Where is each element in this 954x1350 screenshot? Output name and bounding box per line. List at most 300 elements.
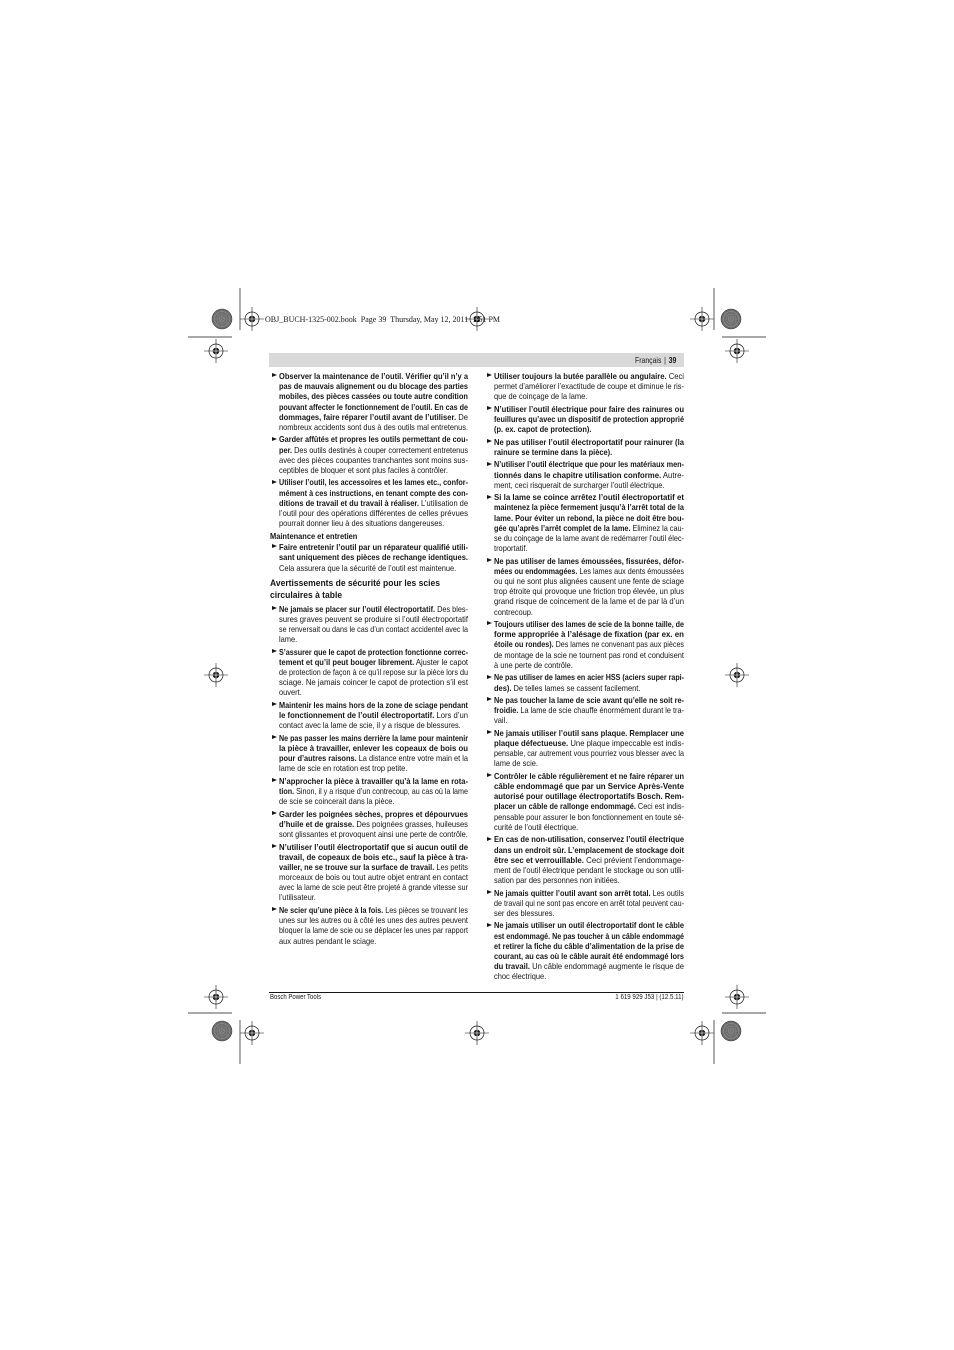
bold-text: Ne pas utiliser l’outil électroportatif pour rainurer (la (494, 436, 685, 447)
body-text: Lors d’un (434, 710, 468, 721)
bullet-triangle-icon (487, 621, 492, 625)
safety-warning-item (485, 619, 684, 670)
line-content (494, 865, 684, 875)
line-content (494, 771, 684, 781)
body-text: Des poignées grasses, huileuses (354, 818, 468, 829)
line-content (494, 566, 684, 576)
line-content (494, 845, 684, 855)
safety-warning-item (270, 434, 468, 475)
line-content (279, 552, 468, 562)
line-content (279, 710, 468, 720)
text-line (494, 576, 684, 586)
bold-text: froidie. (494, 705, 519, 716)
item-text (494, 888, 684, 919)
line-content (279, 809, 468, 819)
line-content (494, 834, 684, 844)
line-content (494, 898, 684, 908)
text-line (279, 882, 468, 892)
text-line (279, 434, 468, 444)
safety-warning-item (485, 695, 684, 726)
text-line (494, 728, 684, 738)
line-content (494, 371, 684, 381)
safety-warning-item (485, 459, 684, 490)
line-content (494, 941, 684, 951)
text-line (494, 470, 684, 480)
text-line (494, 791, 684, 801)
line-content (494, 951, 684, 961)
line-content (494, 404, 684, 414)
bold-text: travail, de copeaux de bois etc., sauf la pièce à tra- (279, 851, 468, 862)
body-text: Autre- (661, 469, 685, 480)
text-line (279, 687, 468, 697)
bullet-triangle-icon (272, 544, 277, 548)
line-content (279, 915, 468, 925)
line-content (494, 650, 684, 660)
registration-target-icon (465, 1021, 489, 1045)
text-line (279, 819, 468, 829)
item-text (279, 700, 468, 731)
text-line (494, 556, 684, 566)
bold-text: N’utiliser l’outil électroportatif que si aucun outil de (279, 841, 469, 852)
text-line (494, 523, 684, 533)
body-text: contact avec la lame de scie, il y a risque de blessures. (279, 720, 461, 731)
body-text: Sinon, il y a risque d’un contrecoup, au cas où la lame (294, 786, 469, 797)
text-line (494, 414, 684, 424)
text-line (494, 695, 684, 705)
bold-text: Ne pas toucher la lame de scie avant qu’elle ne soit re- (494, 695, 685, 705)
text-line (494, 855, 684, 865)
text-line (279, 720, 468, 730)
bold-text: ditions de travail et du travail à réaliser. (279, 497, 419, 508)
text-line (279, 872, 468, 882)
bold-text: pas de mauvais alignement ou du blocage des parties (279, 381, 469, 392)
text-line (279, 829, 468, 839)
body-text: de scie se coincerait dans la pièce. (279, 796, 395, 807)
line-content (279, 371, 468, 381)
text-line (494, 480, 684, 490)
line-content (494, 414, 684, 424)
item-text (279, 371, 468, 432)
text-line (279, 852, 468, 862)
line-content (494, 888, 684, 898)
bold-text: Ne scier qu’une pièce à la fois. (279, 904, 384, 915)
text-line (279, 498, 468, 508)
text-line (279, 422, 468, 432)
line-content (494, 683, 640, 693)
text-line (494, 660, 684, 670)
item-text (494, 672, 684, 692)
text-line (279, 667, 468, 677)
line-content (494, 470, 684, 480)
body-text: ceptibles de bloquer et sont plus faciles à contrôler. (279, 464, 448, 475)
body-text: sures graves peuvent se produire si l’outil électroportatif (279, 613, 469, 624)
text-line (279, 657, 468, 667)
text-line (279, 542, 468, 552)
text-line (279, 925, 468, 935)
line-content (279, 733, 468, 743)
line-content (494, 381, 684, 391)
bold-text: Ne jamais quitter l’outil avant son arrêt total. (494, 887, 651, 898)
line-content (279, 819, 468, 829)
running-head-bar (269, 353, 684, 367)
line-content (494, 728, 684, 738)
text-line (279, 371, 468, 381)
bold-text: Ne pas utiliser de lames en acier HSS (aciers super rapi- (494, 672, 685, 683)
safety-warning-item (270, 604, 468, 645)
text-line (494, 834, 684, 844)
line-content (494, 931, 684, 941)
line-content (279, 667, 468, 677)
footer-brand: Bosch Power Tools (270, 994, 322, 1001)
text-line (279, 614, 468, 624)
bold-text: gée qu’après l’arrêt complet de la lame. (494, 522, 631, 533)
body-text: Les outils (650, 887, 685, 898)
running-head-language: Français (634, 355, 662, 365)
line-content (279, 763, 407, 773)
line-content (279, 842, 468, 852)
bold-text: et retirer la fiche du câble d’alimentation de la prise de (494, 940, 684, 951)
line-content (494, 502, 684, 512)
text-line (279, 743, 468, 753)
line-content (279, 604, 468, 614)
body-text: Eliminez la cau- (630, 522, 684, 533)
bold-text: câble endommagé que par un Service Après-Vente (494, 781, 685, 792)
line-content (494, 424, 591, 434)
text-line (279, 477, 468, 487)
bold-text: Garder affûtés et propres les outils permettant de cou- (279, 434, 469, 445)
line-content (279, 508, 468, 518)
footer-doc-number: 1 619 929 J53 | (12.5.11) (615, 994, 684, 1001)
body-text: grand risque de coincement de la lame et de par là d’un (494, 596, 684, 607)
bold-text: Utiliser l’outil, les accessoires et les lames etc., confor- (279, 477, 469, 488)
line-content (494, 738, 684, 748)
line-content (494, 533, 684, 543)
bold-text: Ne jamais se placer sur l’outil électroportatif. (279, 603, 436, 614)
line-content (279, 700, 468, 710)
item-text (494, 695, 684, 726)
bold-text: des). (494, 682, 512, 693)
text-line (494, 715, 684, 725)
body-text: se du coinçage de la lame avant de redémarrer l’outil élec- (494, 533, 684, 543)
line-content (494, 459, 684, 469)
body-text: morceaux de bois ou tout autre objet entrant en contact (279, 872, 469, 883)
bold-text: (p. ex. capot de protection). (494, 424, 592, 435)
page-number: 39 (668, 355, 676, 365)
body-text: sation par des personnes non initiées. (494, 875, 620, 886)
text-line (494, 888, 684, 898)
text-line (494, 586, 684, 596)
registration-target-icon (204, 663, 228, 687)
body-text: ser des blessures. (494, 907, 555, 918)
bullet-triangle-icon (487, 406, 492, 410)
body-text: pensable, car autrement vous pourriez vous blesser avec la (494, 748, 684, 759)
text-line (279, 647, 468, 657)
line-content (494, 437, 684, 447)
body-text: pourrait donner lieu à des situations dangereuses. (279, 518, 445, 529)
text-line (494, 865, 684, 875)
item-text (279, 604, 468, 645)
text-line (279, 624, 468, 634)
text-line (279, 763, 468, 773)
body-text: sciage. Ne jamais coincer le capot de protection s’il est (279, 677, 468, 688)
bold-text: Si la lame se coince arrêtez l’outil électroportatif et (494, 492, 685, 503)
bold-text: N’approcher la pièce à travailler qu’à la lame en rota- (279, 775, 469, 786)
item-text (494, 834, 684, 885)
line-content (494, 855, 684, 865)
bold-text: N’utiliser l’outil électrique que pour les matériaux men- (494, 459, 684, 470)
text-line (494, 875, 684, 885)
body-text: De (456, 411, 468, 422)
body-text: aux autres pendant le sciage. (279, 935, 377, 946)
bold-text: feuillures qu’avec un dispositif de protection approprié (494, 414, 684, 425)
safety-warning-item (270, 542, 468, 573)
line-content (494, 586, 684, 596)
body-text: trop étroite qui provoque une friction trop élevée, un plus (494, 586, 685, 597)
item-text (494, 371, 684, 402)
line-content (279, 786, 468, 796)
safety-warning-item (485, 920, 684, 981)
line-content (279, 829, 468, 839)
bold-text: pouvant affecter le fonctionnement de l’outil. En cas de (279, 401, 468, 412)
body-text: pensable pour assurer le bon fonctionnement en toute sé- (494, 811, 684, 822)
bullet-triangle-icon (272, 702, 277, 706)
registration-target-icon (690, 1021, 714, 1045)
line-content (494, 781, 684, 791)
line-content (494, 543, 528, 553)
text-line (279, 488, 468, 498)
line-content (279, 647, 468, 657)
registration-disc-icon (212, 309, 232, 329)
item-text (279, 542, 468, 573)
text-line (494, 492, 684, 502)
text-line (279, 508, 468, 518)
safety-warning-item (270, 371, 468, 432)
bold-text: d’huile et de graisse. (279, 818, 355, 829)
line-content (494, 619, 684, 629)
bullet-triangle-icon (487, 462, 492, 466)
text-line (279, 796, 468, 806)
body-text: Des bles- (435, 603, 468, 614)
bold-text: lame. Pour éviter un rebond, la pièce ne doit être bou- (494, 512, 684, 523)
bullet-triangle-icon (487, 439, 492, 443)
line-content (494, 391, 587, 401)
line-content (494, 480, 664, 490)
text-line (279, 677, 468, 687)
bold-text: mément à ces instructions, en tenant compte des con- (279, 487, 469, 498)
line-content (279, 892, 316, 902)
text-line (494, 801, 684, 811)
item-text (279, 477, 468, 528)
text-line (494, 845, 684, 855)
text-line (279, 753, 468, 763)
item-text (494, 556, 684, 617)
bold-text: dans un endroit sûr. L’emplacement de stockage doit (494, 844, 684, 855)
running-head (635, 353, 676, 367)
line-content (494, 748, 684, 758)
right-column (485, 371, 684, 984)
text-line (494, 371, 684, 381)
running-head-separator: | (663, 355, 666, 365)
item-text (279, 733, 468, 774)
text-line (494, 898, 684, 908)
bullet-triangle-icon (272, 735, 277, 739)
text-line (279, 465, 468, 475)
line-content (279, 518, 444, 528)
section-heading-line (270, 590, 468, 602)
line-content (494, 920, 684, 930)
bullet-triangle-icon (272, 811, 277, 815)
body-text: nombreux accidents sont dus à des outils mal entretenus. (279, 421, 469, 432)
bullet-triangle-icon (272, 778, 277, 782)
text-line (494, 447, 684, 457)
body-text: que de coinçage de la lame. (494, 391, 588, 402)
line-content (494, 660, 573, 670)
item-text (279, 647, 468, 698)
text-line (279, 391, 468, 401)
body-text: ouvert. (279, 687, 302, 698)
body-text: Ceci prévient l’endommage- (583, 854, 685, 865)
bold-text: Ne jamais utiliser l’outil sans plaque. Remplacer une (494, 727, 685, 738)
text-line (494, 619, 684, 629)
line-content (279, 614, 468, 624)
bold-text: per. (279, 444, 293, 455)
bold-text: placer un câble de rallonge endommagé. (494, 801, 636, 812)
line-content (494, 715, 507, 725)
text-line (494, 941, 684, 951)
bullet-triangle-icon (487, 890, 492, 894)
line-content (279, 677, 468, 687)
line-content (279, 563, 456, 573)
line-content (494, 875, 620, 885)
text-line (279, 936, 468, 946)
bullet-triangle-icon (272, 373, 277, 377)
text-line (494, 672, 684, 682)
text-line (279, 915, 468, 925)
text-line (279, 412, 468, 422)
line-content (494, 492, 684, 502)
body-text: à une perte de contrôle. (494, 659, 573, 670)
text-line (494, 629, 684, 639)
line-content (279, 434, 468, 444)
registration-target-icon (240, 1021, 264, 1045)
bold-text: Contrôler le câble régulièrement et ne faire réparer un (494, 770, 685, 781)
text-line (494, 404, 684, 414)
text-line (494, 748, 684, 758)
line-content (279, 925, 468, 935)
bold-text: Ne jamais utiliser un outil électroportatif dont le câble (494, 920, 685, 931)
bold-text: tion. (279, 786, 295, 797)
text-line (494, 566, 684, 576)
body-text: De telles lames se cassent facilement. (511, 682, 641, 693)
body-text: ou qui ne sont plus alignées causent une fente de sciage (494, 576, 684, 587)
bold-text: est endommagé. Ne pas toucher à un câble endommagé (494, 930, 685, 941)
item-text (279, 776, 468, 807)
registration-disc-icon (721, 1021, 741, 1041)
safety-warning-item (485, 437, 684, 457)
body-text: unes sur les autres ou à côté les unes des autres peuvent (279, 915, 468, 926)
body-text: Ceci (666, 371, 685, 381)
body-text: ment, ceci risquerait de surcharger l’outil électrique. (494, 479, 665, 490)
line-content (279, 862, 468, 872)
bullet-triangle-icon (272, 844, 277, 848)
line-content (494, 447, 612, 457)
bold-text: tement et qu’il peut bouger librement. (279, 656, 415, 667)
bullet-triangle-icon (487, 923, 492, 927)
section-heading-text: circulaires à table (270, 589, 343, 601)
text-line (494, 424, 684, 434)
body-text: La distance entre votre main et la (356, 753, 469, 764)
item-text (494, 920, 684, 981)
left-column (270, 371, 468, 948)
bullet-triangle-icon (487, 675, 492, 679)
subheading-text: Maintenance et entretien (270, 531, 358, 542)
bold-text: vailler, ne se trouve sur la surface de travail. (279, 861, 435, 872)
text-line (279, 455, 468, 465)
body-text: permet d’améliorer l’exactitude de coupe et diminue le ris- (494, 381, 684, 392)
bold-text: En cas de non-utilisation, conservez l’outil électrique (494, 834, 685, 845)
safety-warning-item (270, 776, 468, 807)
body-text: Un câble endommagé augmente le risque de (529, 961, 685, 972)
section-heading-text: Avertissements de sécurité pour les scies (270, 577, 440, 589)
body-text: contrecoup. (494, 606, 533, 617)
safety-warning-item (485, 556, 684, 617)
line-content (279, 455, 468, 465)
text-line (494, 502, 684, 512)
line-content (279, 634, 297, 644)
text-line (494, 607, 684, 617)
text-line (279, 809, 468, 819)
line-content (494, 908, 555, 918)
line-content (279, 796, 395, 806)
body-text: Ceci est indis- (635, 801, 684, 812)
line-content (494, 513, 684, 523)
line-content (279, 498, 468, 508)
body-text: l’outil pour des opérations différentes de celles prévues (279, 508, 468, 519)
line-content (494, 961, 684, 971)
text-line (279, 862, 468, 872)
bold-text: Utiliser toujours la butée parallèle ou angulaire. (494, 371, 667, 381)
bullet-triangle-icon (272, 437, 277, 441)
bold-text: mées ou endommagées. (494, 565, 578, 576)
line-content (279, 872, 468, 882)
text-line (494, 951, 684, 961)
bold-text: courant, au cas où le câble aurait été endommagé lors (494, 950, 685, 961)
bold-text: S’assurer que le capot de protection fonctionne correc- (279, 646, 469, 657)
line-content (494, 822, 578, 832)
text-line (494, 920, 684, 930)
text-line (494, 391, 684, 401)
line-content (279, 402, 468, 412)
body-text: lame de scie en rotation est trop petite. (279, 763, 408, 774)
text-line (494, 971, 684, 981)
body-text: Une plaque impeccable est indis- (568, 738, 685, 749)
line-content (494, 523, 684, 533)
item-text (279, 842, 468, 903)
text-line (494, 513, 684, 523)
bold-text: Observer la maintenance de l’outil. Vérifier qu’il n’y a (279, 371, 469, 381)
line-content (279, 624, 468, 634)
text-line (279, 563, 468, 573)
line-content (494, 672, 684, 682)
bullet-triangle-icon (272, 649, 277, 653)
item-text (494, 404, 684, 435)
bold-text: Ne pas passer les mains derrière la lame pour maintenir (279, 732, 469, 743)
safety-warning-item (270, 905, 468, 946)
text-line (279, 905, 468, 915)
line-content (279, 720, 461, 730)
subheading (270, 531, 468, 541)
bold-text: plaque défectueuse. (494, 738, 569, 749)
